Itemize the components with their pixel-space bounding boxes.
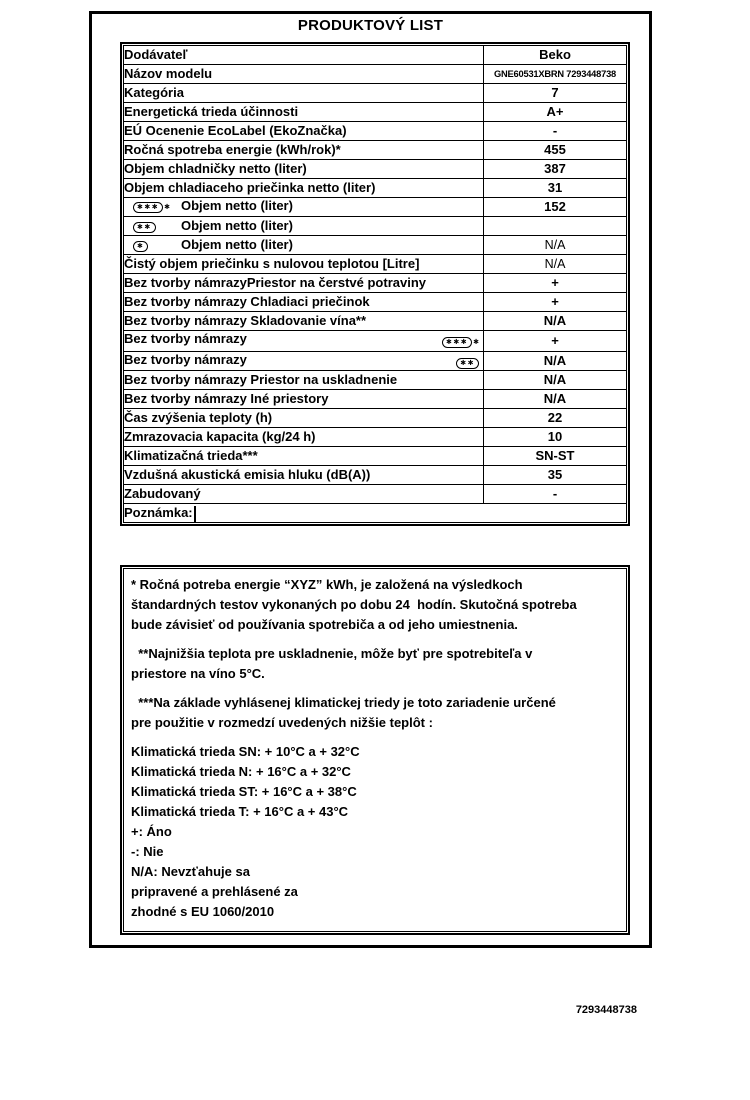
row-label: Vzdušná akustická emisia hluku (dB(A)) [124, 467, 371, 482]
row-label: Klimatizačná trieda*** [124, 448, 258, 463]
star-box: ✱✱ [133, 222, 156, 233]
row-value: N/A [484, 390, 627, 409]
table-row [124, 236, 627, 255]
row-value: 10 [484, 428, 627, 447]
product-table [123, 45, 627, 523]
star-box: ✱ [133, 241, 148, 252]
page-title: PRODUKTOVÝ LIST [297, 17, 444, 34]
freezer-stars-4-icon [442, 333, 479, 351]
table-row [124, 312, 627, 331]
table-row [124, 255, 627, 274]
row-value: GNE60531XBRN 7293448738 [484, 65, 627, 84]
row-value: - [484, 122, 627, 141]
table-row [124, 447, 627, 466]
row-value: N/A [484, 312, 627, 331]
star-box: ✱✱✱ [133, 202, 163, 213]
notes-content [131, 575, 620, 922]
row-label-cell [124, 352, 484, 371]
table-row [124, 141, 627, 160]
row-label-cell [124, 293, 484, 312]
row-value: - [484, 485, 627, 504]
product-table-container [120, 42, 630, 526]
note-line: pripravené a prehlásené za [131, 884, 298, 899]
row-value: 7 [484, 84, 627, 103]
row-value: 22 [484, 409, 627, 428]
row-label-cell [124, 466, 484, 485]
note-line: N/A: Nevzťahuje sa [131, 864, 250, 879]
note-line: Klimatická trieda ST: + 16°C a + 38°C [131, 784, 357, 799]
row-label: Ročná spotreba energie (kWh/rok)* [124, 142, 341, 157]
row-label: Zabudovaný [124, 486, 201, 501]
row-label-cell [124, 371, 484, 390]
row-label-cell [124, 141, 484, 160]
star-box: ✱✱ [456, 358, 479, 369]
row-value: 35 [484, 466, 627, 485]
note-line: zhodné s EU 1060/2010 [131, 904, 275, 919]
row-value: SN-ST [484, 447, 627, 466]
row-label-cell [124, 447, 484, 466]
row-label-cell [124, 485, 484, 504]
table-row [124, 409, 627, 428]
row-label: Čistý objem priečinku s nulovou teplotou [Litre] [124, 256, 420, 271]
row-label-cell [124, 217, 484, 236]
row-label: Zmrazovacia kapacita (kg/24 h) [124, 429, 316, 444]
table-row [124, 504, 627, 523]
row-label: Čas zvýšenia teploty (h) [124, 410, 273, 425]
row-value: N/A [484, 255, 627, 274]
row-label: Objem chladiaceho priečinka netto (liter) [124, 180, 376, 195]
star-outside: ✱ [473, 339, 479, 346]
note-line: ***Na základe vyhlásenej klimatickej triedy je toto zariadenie určené [131, 695, 556, 710]
row-value: N/A [484, 236, 627, 255]
table-row [124, 428, 627, 447]
note-line: Klimatická trieda N: + 16°C a + 32°C [131, 764, 351, 779]
row-label-cell [124, 122, 484, 141]
row-label: Bez tvorby námrazy Priestor na uskladnenie [124, 372, 398, 387]
table-row [124, 466, 627, 485]
row-value: A+ [484, 103, 627, 122]
note-line: -: Nie [131, 844, 164, 859]
row-label: Objem netto (liter) [181, 218, 293, 233]
star-outside: ✱ [164, 204, 170, 211]
document-code: 7293448738 [575, 1004, 637, 1016]
row-label: Kategória [124, 85, 184, 100]
note-line: priestore na víno 5°C. [131, 666, 265, 681]
row-label-cell [124, 46, 484, 65]
row-label: Bez tvorby námrazy Iné priestory [124, 391, 329, 406]
row-label-cell [124, 409, 484, 428]
footnotes-container [120, 565, 630, 935]
note-line: pre použitie v rozmedzí uvedených nižšie teplôt : [131, 715, 433, 730]
table-row [124, 160, 627, 179]
star-box: ✱✱✱ [442, 337, 472, 348]
table-row [124, 179, 627, 198]
table-row [124, 65, 627, 84]
table-row [124, 331, 627, 352]
note-line: +: Áno [131, 824, 172, 839]
table-row [124, 103, 627, 122]
row-label: Názov modelu [124, 66, 213, 81]
row-label-cell [124, 312, 484, 331]
row-label: Objem netto (liter) [181, 237, 293, 252]
table-row [124, 390, 627, 409]
note-line: štandardných testov vykonaných po dobu 24 hodín. Skutočná spotreba [131, 597, 577, 612]
text-cursor [194, 506, 196, 523]
row-value: N/A [484, 352, 627, 371]
row-label: Dodávateľ [124, 47, 188, 62]
row-label-cell [124, 236, 484, 255]
row-label: Bez tvorby námrazy [124, 331, 247, 346]
table-row [124, 198, 627, 217]
row-value: Beko [484, 46, 627, 65]
note-line: Klimatická trieda SN: + 10°C a + 32°C [131, 744, 360, 759]
row-value: 31 [484, 179, 627, 198]
row-label-cell [124, 255, 484, 274]
table-row [124, 122, 627, 141]
row-label: Poznámka: [124, 505, 193, 520]
table-row [124, 371, 627, 390]
freezer-stars-2-icon [456, 354, 479, 370]
row-value: + [484, 331, 627, 352]
freezer-stars-4-icon [124, 198, 181, 216]
row-value: 455 [484, 141, 627, 160]
row-label-cell [124, 103, 484, 122]
row-label-cell [124, 65, 484, 84]
row-value: + [484, 274, 627, 293]
row-value: 387 [484, 160, 627, 179]
table-row [124, 217, 627, 236]
row-label: Bez tvorby námrazy [124, 352, 247, 367]
row-label: Bez tvorby námrazyPriestor na čerstvé potraviny [124, 275, 427, 290]
row-value: N/A [484, 371, 627, 390]
row-value: 152 [484, 198, 627, 217]
row-label-cell [124, 274, 484, 293]
row-value: + [484, 293, 627, 312]
freezer-stars-1-icon [124, 237, 181, 253]
table-row [124, 274, 627, 293]
row-label: Bez tvorby námrazy Skladovanie vína** [124, 313, 367, 328]
product-table-body [124, 46, 627, 523]
note-field[interactable] [124, 504, 627, 523]
note-line: * Ročná potreba energie “XYZ” kWh, je založená na výsledkoch [131, 577, 523, 592]
table-row [124, 84, 627, 103]
footnotes-box [123, 568, 627, 932]
freezer-stars-2-icon [124, 218, 181, 234]
note-line: **Najnižšia teplota pre uskladnenie, môže byť pre spotrebiteľa v [131, 646, 533, 661]
row-label: Bez tvorby námrazy Chladiaci priečinok [124, 294, 370, 309]
table-row [124, 352, 627, 371]
row-label: Objem chladničky netto (liter) [124, 161, 307, 176]
row-label: EÚ Ocenenie EcoLabel (EkoZnačka) [124, 123, 347, 138]
row-label-cell [124, 198, 484, 217]
row-label-cell [124, 84, 484, 103]
row-label-cell [124, 390, 484, 409]
row-label-cell [124, 331, 484, 352]
row-value [484, 217, 627, 236]
row-label: Energetická trieda účinnosti [124, 104, 299, 119]
row-label-cell [124, 428, 484, 447]
row-label-cell [124, 160, 484, 179]
table-row [124, 293, 627, 312]
table-row [124, 485, 627, 504]
row-label: Objem netto (liter) [181, 198, 293, 213]
row-label-cell [124, 179, 484, 198]
note-line: bude závisieť od používania spotrebiča a od jeho umiestnenia. [131, 617, 518, 632]
note-line: Klimatická trieda T: + 16°C a + 43°C [131, 804, 349, 819]
table-row [124, 46, 627, 65]
